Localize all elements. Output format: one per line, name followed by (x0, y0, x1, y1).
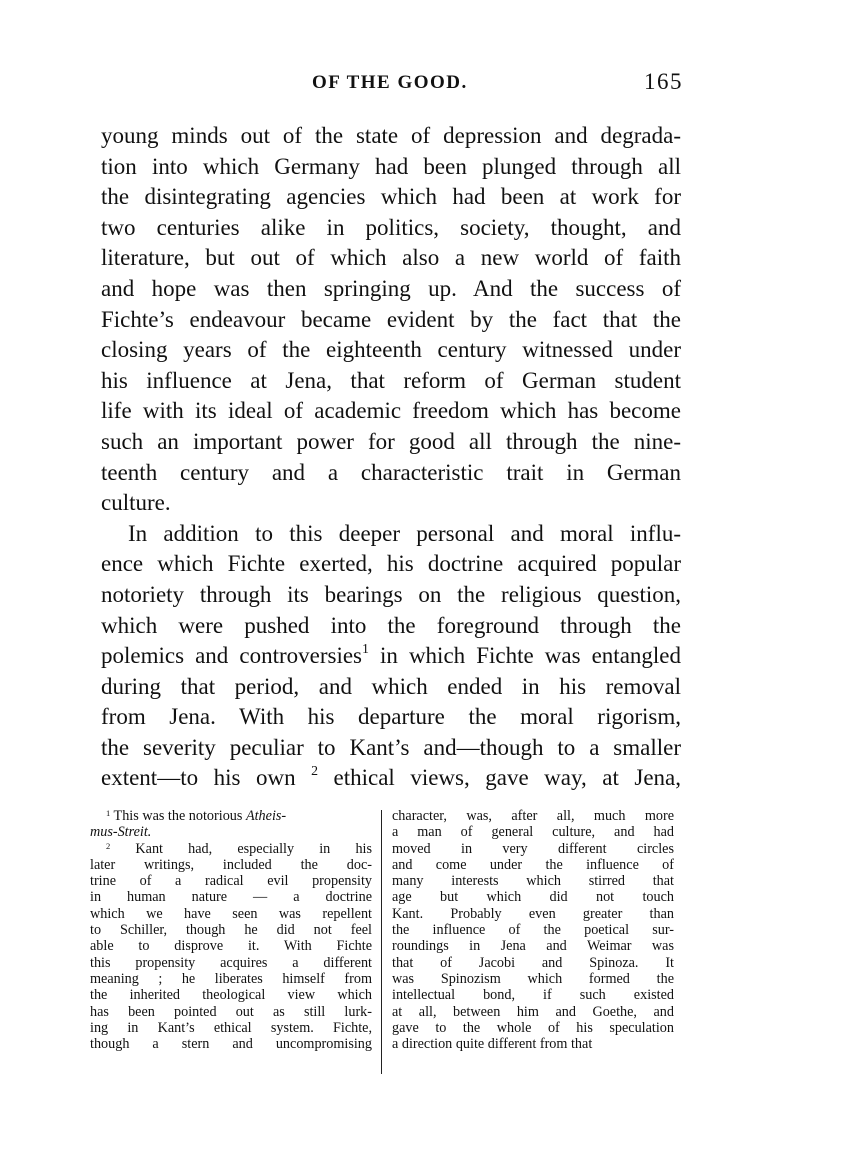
body-line: teenth century and a characteristic trait in German (101, 459, 681, 485)
body-line: young minds out of the state of depression and degrada- (101, 123, 681, 148)
page-number: 165 (644, 69, 683, 94)
footnote-column-divider (381, 810, 382, 1074)
footnote-line: character, was, after all, much more (392, 808, 674, 824)
footnote-line: a man of general culture, and had (392, 824, 674, 841)
body-line-part: polemics and controversies (101, 643, 363, 669)
footnote-line: to Schiller, though he did not feel (90, 922, 372, 939)
body-line: the severity peculiar to Kant’s and—though to a smaller (101, 734, 681, 760)
body-line (101, 641, 681, 672)
body-text (101, 121, 681, 794)
footnote-line: meaning ; he liberates himself from (90, 970, 372, 987)
footnote-line: moved in very different circles (392, 840, 674, 857)
footnote-line: that of Jacobi and Spinoza. It (392, 954, 674, 971)
body-line-part: ethical views, gave way, at Jena, (318, 765, 681, 791)
body-line: notoriety through its bearings on the religious question, (101, 581, 681, 607)
running-head (0, 69, 850, 102)
footnote-line: though a stern and uncompromising (90, 1036, 372, 1053)
footnotes (90, 808, 680, 1076)
body-line (101, 763, 681, 794)
footnote-line: which we have seen was repellent (90, 905, 372, 922)
footnote-line-part: Kant had, especially in his (135, 840, 372, 857)
body-line-part: extent—to his own (101, 765, 296, 791)
footnote-line: at all, between him and Goethe, and (392, 1003, 674, 1020)
body-line: and hope was then springing up. And the success of (101, 275, 681, 301)
footnote-column-right (392, 808, 674, 1052)
body-line: such an important power for good all through the nine- (101, 428, 681, 454)
footnote-ref: 1 (362, 641, 369, 657)
body-line: which were pushed into the foreground through the (101, 612, 681, 638)
footnote-line (90, 841, 372, 857)
footnote-line: gave to the whole of his speculation (392, 1019, 674, 1036)
body-line-part: in which Fichte was entangled (368, 643, 682, 669)
footnote-marker: 1 (106, 808, 111, 818)
footnote-line: able to disprove it. With Fichte (90, 938, 372, 955)
footnote-line (90, 808, 372, 824)
footnote-italic: Atheis- (245, 808, 287, 824)
footnote-line: and come under the influence of (392, 856, 674, 873)
body-line: culture. (101, 490, 171, 516)
footnote-line: many interests which stirred that (392, 873, 674, 890)
footnote-ref: 2 (311, 763, 318, 779)
body-line: life with its ideal of academic freedom which has become (101, 398, 681, 424)
footnote-line: was Spinozism which formed the (392, 970, 674, 987)
body-line: two centuries alike in politics, society, thought, and (101, 214, 681, 240)
footnote-line: later writings, included the doc- (90, 856, 372, 873)
body-line: tion into which Germany had been plunged through all (101, 153, 681, 179)
footnote-line: the inherited theological view which (90, 987, 372, 1004)
body-line: closing years of the eighteenth century witnessed under (101, 337, 681, 363)
footnote-marker: 2 (106, 840, 111, 851)
footnote-column-left (90, 808, 372, 1052)
body-line: during that period, and which ended in his removal (101, 673, 681, 699)
footnote-line: has been pointed out as still lurk- (90, 1003, 372, 1020)
body-line: the disintegrating agencies which had been at work for (101, 184, 681, 210)
footnote-line: age but which did not touch (392, 889, 674, 906)
footnote-line: roundings in Jena and Weimar was (392, 938, 674, 955)
footnote-line: trine of a radical evil propensity (90, 873, 372, 890)
footnote-italic: mus-Streit. (90, 824, 152, 841)
footnote-line: a direction quite different from that (392, 1036, 593, 1053)
body-line: from Jena. With his departure the moral rigorism, (101, 704, 681, 730)
footnote-line: Kant. Probably even greater than (392, 905, 674, 922)
footnote-line: intellectual bond, if such existed (392, 987, 674, 1004)
footnote-line: this propensity acquires a different (90, 954, 372, 971)
footnote-line: in human nature — a doctrine (90, 889, 372, 906)
body-line: ence which Fichte exerted, his doctrine acquired popular (101, 551, 681, 577)
footnote-line: ing in Kant’s ethical system. Fichte, (90, 1019, 372, 1036)
body-line: Fichte’s endeavour became evident by the fact that the (101, 306, 681, 332)
body-line: In addition to this deeper personal and moral influ- (128, 520, 681, 546)
body-line: literature, but out of which also a new world of faith (101, 245, 681, 271)
footnote-line: the influence of the poetical sur- (392, 922, 674, 939)
footnote-line (90, 824, 372, 840)
footnote-line-part: This was the notorious (113, 808, 243, 824)
body-line: his influence at Jena, that reform of German student (101, 367, 681, 393)
running-title: OF THE GOOD. (312, 72, 468, 93)
